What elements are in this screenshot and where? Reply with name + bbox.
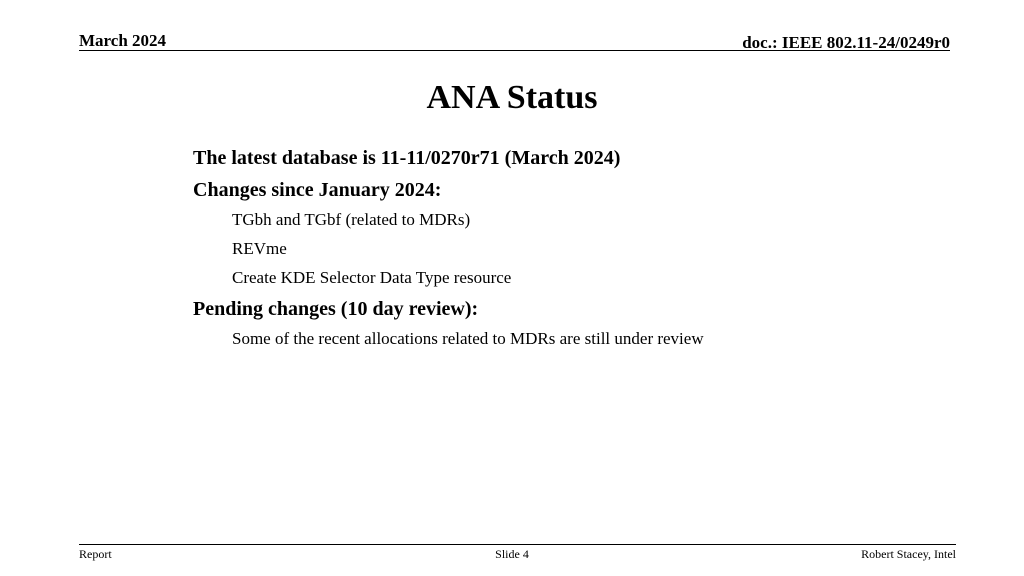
changes-heading: Changes since January 2024: bbox=[193, 179, 442, 201]
database-line: The latest database is 11-11/0270r71 (March 2024) bbox=[193, 147, 621, 169]
pending-item: Some of the recent allocations related to MDRs are still under review bbox=[232, 329, 704, 348]
footer-author: Robert Stacey, Intel bbox=[861, 547, 956, 561]
slide-body bbox=[193, 145, 953, 357]
footer-left: Report bbox=[79, 547, 112, 561]
slide-title: ANA Status bbox=[426, 79, 598, 116]
pending-heading: Pending changes (10 day review): bbox=[193, 298, 479, 320]
header-divider bbox=[79, 50, 950, 51]
footer-slide-number: Slide 4 bbox=[495, 547, 529, 561]
header-date: March 2024 bbox=[79, 31, 167, 50]
header-doc-id: doc.: IEEE 802.11-24/0249r0 bbox=[742, 33, 950, 52]
changes-item: TGbh and TGbf (related to MDRs) bbox=[232, 210, 471, 229]
changes-item: REVme bbox=[232, 239, 287, 258]
footer-divider bbox=[79, 544, 956, 545]
changes-item: Create KDE Selector Data Type resource bbox=[232, 268, 512, 287]
